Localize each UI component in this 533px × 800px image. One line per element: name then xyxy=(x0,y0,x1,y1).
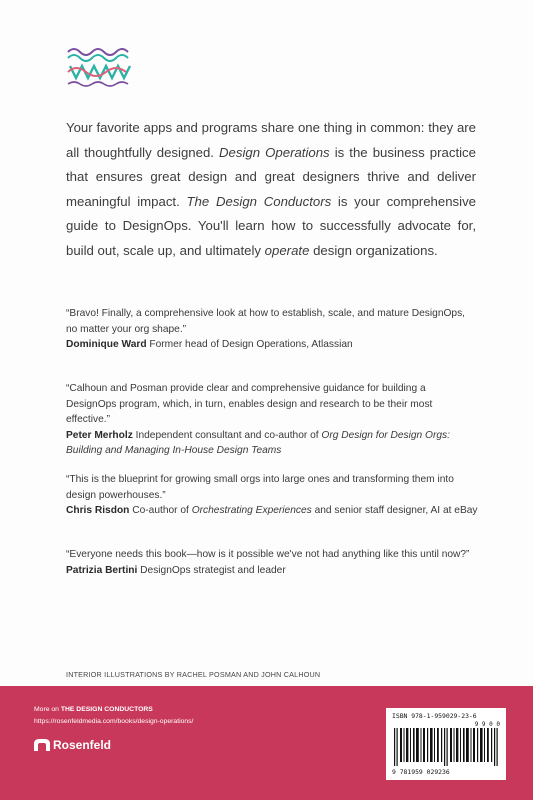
barcode-label xyxy=(386,708,506,780)
price-code: 9 9 0 0 xyxy=(474,721,500,728)
testimonial-author: Dominique Ward xyxy=(66,339,147,350)
testimonial xyxy=(66,306,478,353)
testimonial-text: “This is the blueprint for growing small orgs into large ones and transforming them into design powerhouses.” xyxy=(66,474,454,501)
testimonial xyxy=(66,547,478,578)
book-title: THE DESIGN CONDUCTORS xyxy=(60,706,153,713)
testimonial-role: Co-author of xyxy=(129,505,192,516)
testimonial-author: Chris Risdon xyxy=(66,505,130,516)
illustration-credits: INTERIOR ILLUSTRATIONS BY RACHEL POSMAN AND JOHN CALHOUN xyxy=(66,670,321,679)
testimonial-text: “Everyone needs this book—how is it possible we've not had anything like this until now?” xyxy=(66,549,470,560)
rosenfeld-logo-icon xyxy=(34,739,50,751)
testimonial xyxy=(66,381,478,459)
wave-logo-icon xyxy=(66,46,136,92)
testimonial-text: “Bravo! Finally, a comprehensive look at how to establish, scale, and mature DesignOps, no matter your org shape.” xyxy=(66,308,466,335)
testimonial-role: Independent consultant and co-author of xyxy=(132,429,322,441)
more-info: More on THE DESIGN CONDUCTORS https://rosenfeldmedia.com/books/design-operations/ xyxy=(34,704,193,728)
testimonial-text: “Calhoun and Posman provide clear and comprehensive guidance for building a DesignOps program, which, in turn, enables design and research to be their most effective.” xyxy=(66,383,433,425)
publisher-name: Rosenfeld xyxy=(53,738,112,752)
testimonial-role: Former head of Design Operations, Atlassian xyxy=(146,339,353,350)
book-description: Your favorite apps and programs share one thing in common: they are all thoughtfully designed. Design Operations is the business practice that ensures great design and great designers thrive and deliver meaningful impact. The Design Conductors is your comprehensive guide to DesignOps. You'll learn how to successfully advocate for, build out, scale up, and ultimately operate design organizations. xyxy=(66,120,476,258)
testimonial-author: Peter Merholz xyxy=(66,429,133,441)
barcode-icon xyxy=(392,728,500,766)
isbn-text: ISBN 978-1-959029-23-6 xyxy=(392,712,477,720)
book-url-link[interactable]: https://rosenfeldmedia.com/books/design-operations/ xyxy=(34,718,194,725)
testimonial-role: DesignOps strategist and leader xyxy=(137,564,286,576)
testimonial-book-title: Org Design for Design Orgs: Building and Managing In-House Design Teams xyxy=(66,429,450,456)
publisher-logo xyxy=(34,738,111,752)
testimonial-book-title: Orchestrating Experiences xyxy=(191,505,312,516)
testimonial: “This is the blueprint for growing small orgs into large ones and transforming them into design powerhouses.” Chris Risdon Co-author of Orchestrating Experiences and senior staff designer, AI at eBay xyxy=(66,474,478,516)
barcode-digits: 9 781959 029236 xyxy=(392,768,450,776)
testimonial-author: Patrizia Bertini xyxy=(66,564,138,576)
